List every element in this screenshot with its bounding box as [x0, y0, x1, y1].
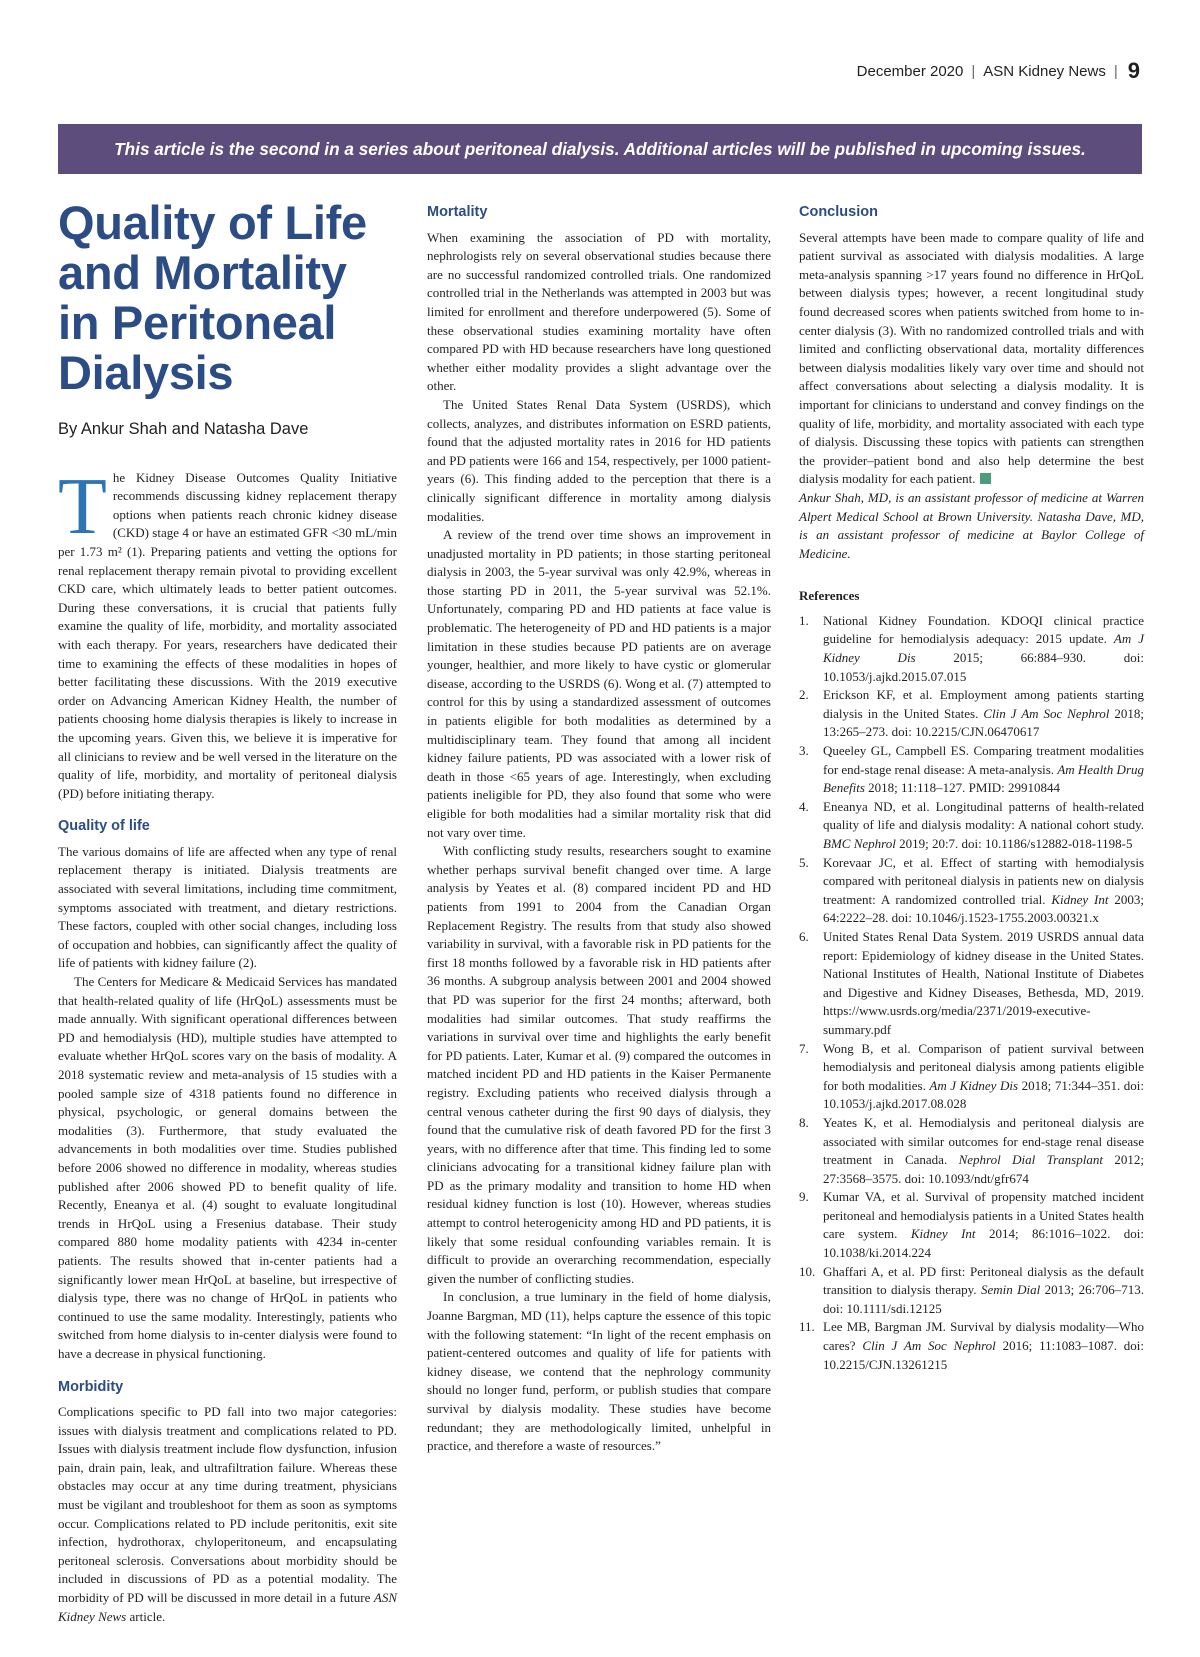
reference-number: 11. — [799, 1319, 815, 1335]
reference-text: Ghaffari A, et al. PD first: Peritoneal dialysis as the default transition to dialysis therapy. — [823, 1263, 1144, 1298]
reference-journal: Kidney Int — [910, 1226, 976, 1242]
paragraph: The United States Renal Data System (USRDS), which collects, analyzes, and distributes information on ESRD patients, found that the adjusted mortality rates in 2016 for HD patients and PD patients were 166 and 154, respectively, per 1000 patient-years (6). This finding added to the perception that there is a clinically significant difference in mortality among dialysis modalities. — [427, 396, 771, 524]
column-1 — [58, 198, 397, 1626]
intro-paragraph — [58, 462, 397, 804]
reference-text: Lee MB, Bargman JM. Survival by dialysis modality—Who cares? — [823, 1319, 1144, 1354]
reference-journal: Am J Kidney Dis — [823, 631, 1144, 666]
reference-text: Erickson KF, et al. Employment among patients starting dialysis in the United States. — [823, 687, 1144, 721]
reference-number: 8. — [799, 1114, 809, 1130]
reference-journal: Clin J Am Soc Nephrol — [862, 1338, 996, 1354]
article-title: Quality of Life and Mortality in Peritoneal Dialysis — [58, 196, 367, 399]
reference-number: 10. — [799, 1263, 816, 1279]
reference-number: 1. — [799, 612, 809, 628]
column-2-content — [427, 203, 771, 1456]
reference-citation: 2018; 11:118–127. PMID: 29910844 — [864, 780, 1061, 796]
reference-item — [799, 798, 1144, 854]
morbidity-text-end: article. — [126, 1608, 166, 1624]
series-banner: This article is the second in a series about peritoneal dialysis. Additional articles will be published in upcoming issues. — [58, 124, 1142, 174]
publication-name: ASN Kidney News — [983, 62, 1106, 80]
reference-number: 5. — [799, 854, 809, 870]
reference-text: Kumar VA, et al. Survival of propensity matched incident peritoneal and hemodialysis patients in a United States health care system. — [823, 1189, 1144, 1242]
references-heading: References — [799, 588, 860, 604]
reference-item — [799, 612, 1144, 686]
reference-item — [799, 1318, 1144, 1374]
paragraph-morbidity — [58, 1403, 397, 1626]
section-heading-conclusion: Conclusion — [799, 204, 878, 220]
reference-item — [799, 742, 1144, 798]
paragraph-conclusion — [799, 229, 1144, 489]
reference-item — [799, 1040, 1144, 1114]
reference-journal: Kidney Int — [1051, 891, 1109, 907]
author-bio: Ankur Shah, MD, is an assistant professor of medicine at Warren Alpert Medical School at Brown University. Natasha Dave, MD, is an assistant professor of medicine at Baylor College of Medicine. — [799, 489, 1144, 561]
intro-text: he Kidney Disease Outcomes Quality Initiative recommends discussing kidney replacement therapy options when patients reach chronic kidney disease (CKD) stage 4 or have an estimated GFR <30 mL/min per 1.73 m² (1). Preparing patients and vetting the options for renal replacement therapy remain pivotal to providing excellent CKD care, which ultimately leads to better patient outcomes. During these conversations, it is crucial that patients fully examine the quality of life, morbidity, and mortality associated with each therapy. For years, researchers have dedicated their time to examining the effects of these modalities in hopes of better facilitating these discussions. With the 2019 executive order on Advancing American Kidney Health, the number of patients choosing home dialysis therapies is likely to increase in the upcoming years. Given this, we believe it is imperative for all clinicians to review and be well versed in the literature on the quality of life, morbidity, and mortality of peritoneal dialysis (PD) before initiating therapy. — [58, 469, 397, 801]
paragraph: A review of the trend over time shows an improvement in unadjusted mortality in PD patients; in those starting peritoneal dialysis in 2003, the 5-year survival was only 42.9%, whereas in those starting PD in 2011, the 5-year survival was 52.1%. Unfortunately, comparing PD and HD patients at face value is problematic. The heterogeneity of PD and HD patients is a major limitation in these studies because PD patients are on average younger, healthier, and more likely to have cystic or glomerular disease, according to the USRDS (6). Wong et al. (7) attempted to control for this by using a standardized assessment of outcomes in patients eligible for both modalities as determined by a multidisciplinary team. They found that among all incident kidney failure patients, PD was associated with a lower risk of death in those <65 years of age. Interestingly, when excluding patients ineligible for PD, they also found that some who were eligible for both modalities had a similar mortality risk that did not vary over time. — [427, 527, 771, 840]
reference-text: United States Renal Data System. 2019 USRDS annual data report: Epidemiology of kidney disease in the United States. National Institutes of Health, National Institute of Diabetes and Digestive and Kidney Diseases, Bethesda, MD, 2019. https://www.usrds.org/media/2371/2019-executive-summary.pdf — [823, 928, 1144, 1037]
reference-item — [799, 1263, 1144, 1319]
reference-citation: 2012; 27:3568–3575. doi: 10.1093/ndt/gfr674 — [823, 1152, 1144, 1186]
reference-citation: 2003; 64:2222–28. doi: 10.1046/j.1523-1755.2003.00321.x — [823, 891, 1144, 926]
reference-number: 4. — [799, 798, 809, 814]
reference-item — [799, 686, 1144, 742]
reference-number: 6. — [799, 928, 809, 944]
paragraph: The Centers for Medicare & Medicaid Services has mandated that health-related quality of life (HrQoL) assessments must be made annually. With significant operational differences between PD and hemodialysis (HD), multiple studies have attempted to evaluate whether HrQoL scores vary on the basis of modality. A 2018 systematic review and meta-analysis of 15 studies with a pooled sample size of 4318 patients found no difference in physical, psychologic, or general domains between the modalities (3). Furthermore, that study evaluated the advancements in both modalities over time. Studies published before 2006 showed no difference in modality, whereas studies published after 2006 showed PD to benefit quality of life. Recently, Eneanya et al. (4) sought to evaluate longitudinal trends in HrQoL using a Fresenius database. Their study compared 880 home modality patients with 4234 in-center patients. The results showed that in-center patients had a significantly lower mean HrQoL at baseline, but irrespective of dialysis type, there was no change of HrQoL in patients who continued to use the same modality. Interestingly, patients who switched from home dialysis to in-center dialysis were found to have a decrease in physical functioning. — [58, 974, 397, 1361]
reference-journal: Am J Kidney Dis — [929, 1077, 1019, 1093]
column-3 — [799, 203, 1144, 1374]
paragraph: When examining the association of PD with mortality, nephrologists rely on several observational studies because there are no successful randomized controlled trials. One randomized controlled trial in the Netherlands was attempted in 2003 but was limited for enrollment and therefore underpowered (5). Some of these observational studies examining mortality have often compared PD with HD because researchers have long questioned whether either modality provides a slight advantage over the other. — [427, 229, 771, 394]
reference-journal: BMC Nephrol — [823, 836, 896, 851]
reference-text: Wong B, et al. Comparison of patient survival between hemodialysis and peritoneal dialysis among patients eligible for both modalities. — [823, 1040, 1144, 1093]
byline: By Ankur Shah and Natasha Dave — [58, 420, 309, 438]
reference-item — [799, 1114, 1144, 1188]
reference-item — [799, 1188, 1144, 1262]
reference-text: Korevaar JC, et al. Effect of starting with hemodialysis compared with peritoneal dialysis in patients new on dialysis treatment: A randomized controlled trial. — [823, 854, 1144, 907]
end-of-article-mark-icon — [980, 473, 991, 484]
paragraph: With conflicting study results, researchers sought to examine whether perhaps survival benefit changed over time. A large analysis by Yeates et al. (8) compared incident PD and HD patients from 1991 to 2004 from the Canadian Organ Replacement Registry. The results from that study also showed variability in survival, with a favorable risk in PD patients for the first 18 months followed by a favorable risk in HD patients after 36 months. A subgroup analysis between 2001 and 2004 showed that PD was superior for the first 24 months; afterward, both modalities had similar outcomes. That study reaffirms the variations in survival over time and highlights the early benefit for PD patients. Later, Kumar et al. (9) compared the outcomes in matched incident PD and HD patients in the Kaiser Permanente registry. Excluding patients who received dialysis through a central venous catheter during the first 90 days of dialysis, they found that the cumulative risk of death favored PD for the first 3 years, with no difference after that time. This finding led to some clinicians advocating for a transitional kidney failure plan with PD as the primary modality and transition to home HD when residual kidney function is lost (10). However, whereas studies attempt to control heterogenicity among HD and PD patients, it is likely that some residual confounding variables remain. It is difficult to provide an overarching recommendation, especially given the number of conflicting studies. — [427, 843, 771, 1286]
conclusion-text: Several attempts have been made to compare quality of life and patient survival as associated with dialysis modalities. A large meta-analysis spanning >17 years found no difference in HrQoL between dialysis types; however, a recent longitudinal study found decreased scores when patients switched from home to in-center dialysis (3). With no randomized controlled trials and with limited and conflicting observational data, mortality differences between dialysis modalities likely vary over time and should not affect conversations about selecting a dialysis modality. It is important for clinicians to understand and convey findings on the quality of life, morbidity, and mortality associated with each type of dialysis. Discussing these topics with patients can strengthen the provider–patient bond and also help determine the best dialysis modality for each patient. — [799, 229, 1144, 487]
reference-citation: 2018; 13:265–273. doi: 10.2215/CJN.06470617 — [823, 705, 1144, 740]
morbidity-text: Complications specific to PD fall into two major categories: issues with dialysis treatment and complications related to PD. Issues with dialysis treatment include flow dysfunction, infusion pain, drain pain, leak, and ultrafiltration failure. Whereas these obstacles may occur at any time during treatment, physicians must be vigilant and troubleshoot for them as soon as symptoms occur. Complications related to PD include peritonitis, exit site infection, hydrothorax, chyloperitoneum, and encapsulating peritoneal sclerosis. Conversations about morbidity should be included in discussions of PD as a potential modality. The morbidity of PD will be discussed in more detail in a future — [58, 1404, 397, 1606]
page-header — [857, 58, 1140, 84]
reference-journal: Semin Dial — [980, 1282, 1041, 1298]
paragraph: The various domains of life are affected when any type of renal replacement therapy is initiated. Dialysis treatments are associated with several limitations, including time commitment, symptoms associated with treatment, and dietary restrictions. These factors, coupled with other social changes, including loss of occupation and hobbies, can significantly affect the quality of life of patients with kidney failure (2). — [58, 843, 397, 971]
reference-citation: 2015; 66:884–930. doi: 10.1053/j.ajkd.2015.07.015 — [823, 650, 1144, 684]
header-separator: | — [1113, 62, 1118, 80]
reference-number: 9. — [799, 1189, 809, 1205]
page-number: 9 — [1127, 58, 1140, 83]
reference-number: 2. — [799, 687, 809, 703]
section-heading-mortality: Mortality — [427, 204, 488, 220]
reference-text: Eneanya ND, et al. Longitudinal patterns of health-related quality of life and dialysis modality: A national cohort study. — [823, 798, 1144, 833]
section-heading-quality: Quality of life — [58, 818, 150, 835]
reference-journal: Clin J Am Soc Nephrol — [983, 705, 1110, 721]
reference-item — [799, 928, 1144, 1040]
references-list — [799, 612, 1144, 1374]
drop-cap: T — [58, 462, 107, 551]
reference-citation: 2013; 26:706–713. doi: 10.1111/sdi.12125 — [823, 1282, 1145, 1316]
paragraph: In conclusion, a true luminary in the field of home dialysis, Joanne Bargman, MD (11), helps capture the essence of this topic with the following statement: “In light of the recent emphasis on patient-centered outcomes and quality of life for patients with kidney disease, we contend that the nephrology community should no longer fund, perform, or publish studies that compare survival by dialysis modality. These studies have become redundant; they are methodologically limited, unhelpful in practice, and therefore a waste of resources.” — [427, 1289, 771, 1454]
reference-journal: Am Health Drug Benefits — [823, 761, 1144, 796]
reference-citation: 2019; 20:7. doi: 10.1186/s12882-018-1198-5 — [895, 836, 1133, 851]
issue-date: December 2020 — [856, 62, 964, 80]
publication-reference: ASN Kidney News — [58, 1590, 397, 1624]
header-separator: | — [971, 62, 976, 80]
column-2 — [427, 203, 771, 1456]
reference-item — [799, 854, 1144, 928]
section-heading-morbidity: Morbidity — [58, 1378, 124, 1395]
reference-text: National Kidney Foundation. KDOQI clinical practice guideline for hemodialysis adequacy: 2015 update. — [823, 612, 1144, 647]
reference-citation: 2018; 71:344–351. doi: 10.1053/j.ajkd.2017.08.028 — [823, 1077, 1144, 1112]
reference-number: 7. — [799, 1040, 809, 1056]
reference-journal: Nephrol Dial Transplant — [958, 1152, 1103, 1168]
reference-text: Yeates K, et al. Hemodialysis and peritoneal dialysis are associated with similar outcomes for end-stage renal disease treatment in Canada. — [823, 1114, 1144, 1168]
reference-citation: 2014; 86:1016–1022. doi: 10.1038/ki.2014.224 — [823, 1226, 1144, 1261]
reference-number: 3. — [799, 743, 809, 759]
reference-text: Queeley GL, Campbell ES. Comparing treatment modalities for end-stage renal disease: A meta-analysis. — [823, 743, 1144, 777]
reference-citation: 2016; 11:1083–1087. doi: 10.2215/CJN.13261215 — [823, 1338, 1145, 1372]
